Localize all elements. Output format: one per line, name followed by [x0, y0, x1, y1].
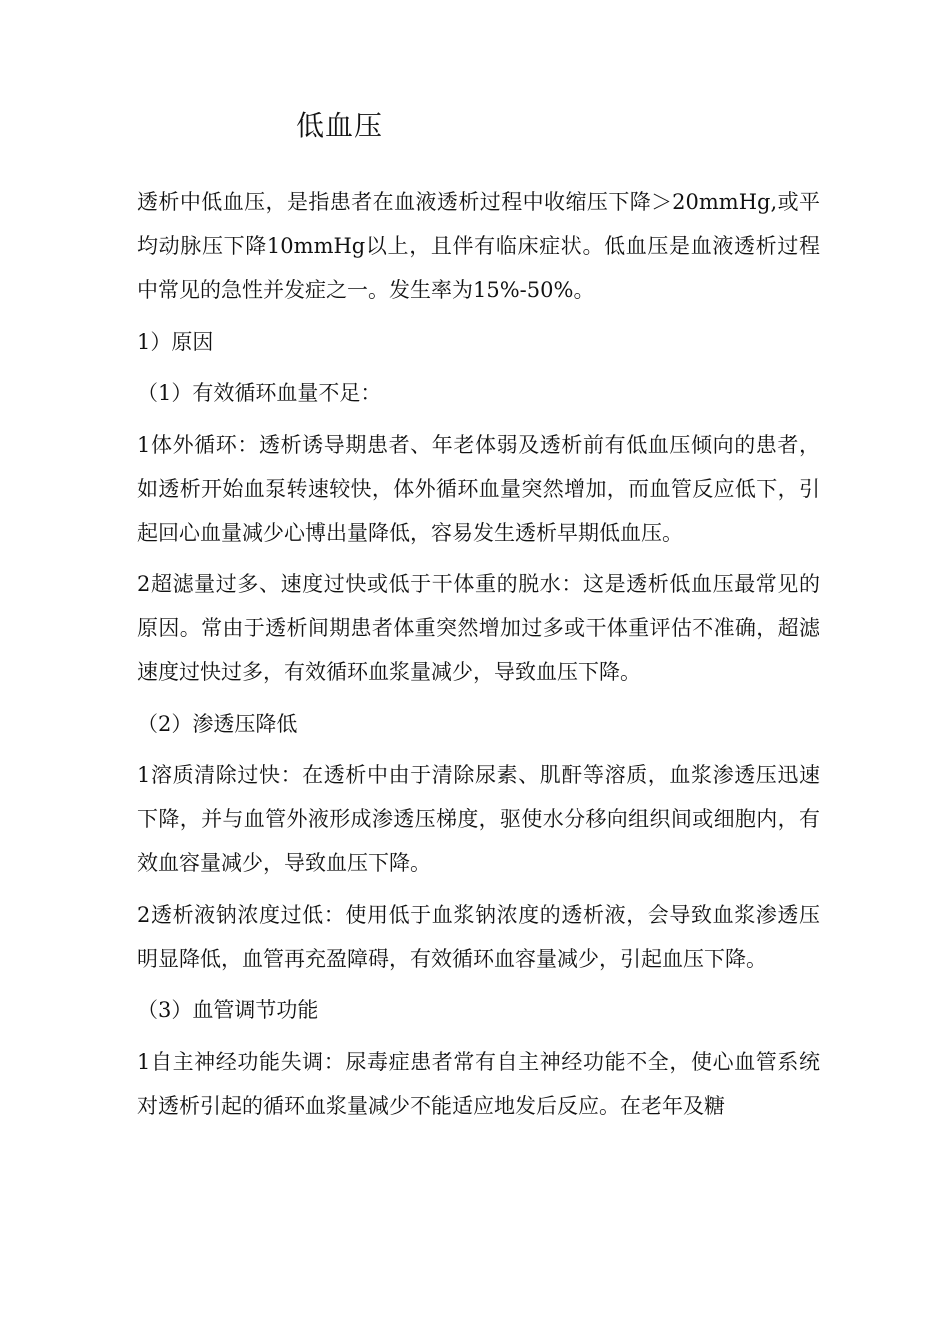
- subheading-osmotic-pressure: （2）渗透压降低: [137, 711, 298, 736]
- paragraph-extracorporeal-circulation: 1体外循环：透析诱导期患者、年老体弱及透析前有低血压倾向的患者，如透析开始血泵转速较快，体外循环血量突然增加，而血管反应低下，引起回心血量减少心博出量降低，容易发生透析早期低血压。: [137, 432, 820, 545]
- paragraph-autonomic-dysfunction: 1自主神经功能失调：尿毒症患者常有自主神经功能不全，使心血管系统对透析引起的循环血浆量减少不能适应地发后反应。在老年及糖: [137, 1049, 820, 1118]
- paragraph-ultrafiltration: 2超滤量过多、速度过快或低于干体重的脱水：这是透析低血压最常见的原因。常由于透析间期患者体重突然增加过多或干体重评估不准确，超滤速度过快过多，有效循环血浆量减少，导致血压下降。: [137, 572, 820, 684]
- subheading-insufficient-volume: （1）有效循环血量不足：: [137, 381, 382, 405]
- document-body: [137, 180, 820, 1135]
- paragraph-sodium-concentration: 2透析液钠浓度过低：使用低于血浆钠浓度的透析液，会导致血浆渗透压明显降低，血管再充盈障碍，有效循环血容量减少，引起血压下降。: [137, 902, 820, 971]
- paragraph-solute-clearance: 1溶质清除过快：在透析中由于清除尿素、肌酐等溶质，血浆渗透压迅速下降，并与血管外液形成渗透压梯度，驱使水分移向组织间或细胞内，有效血容量减少，导致血压下降。: [137, 763, 820, 875]
- section-heading-causes: 1）原因: [137, 329, 214, 354]
- paragraph-definition: 透析中低血压，是指患者在血液透析过程中收缩压下降＞20mmHg,或平均动脉压下降10mmHg以上，且伴有临床症状。低血压是血液透析过程中常见的急性并发症之一。发生率为15%-50%。: [137, 190, 820, 302]
- subheading-vascular-regulation: （3）血管调节功能: [137, 998, 319, 1022]
- document-title: 低血压: [296, 109, 384, 142]
